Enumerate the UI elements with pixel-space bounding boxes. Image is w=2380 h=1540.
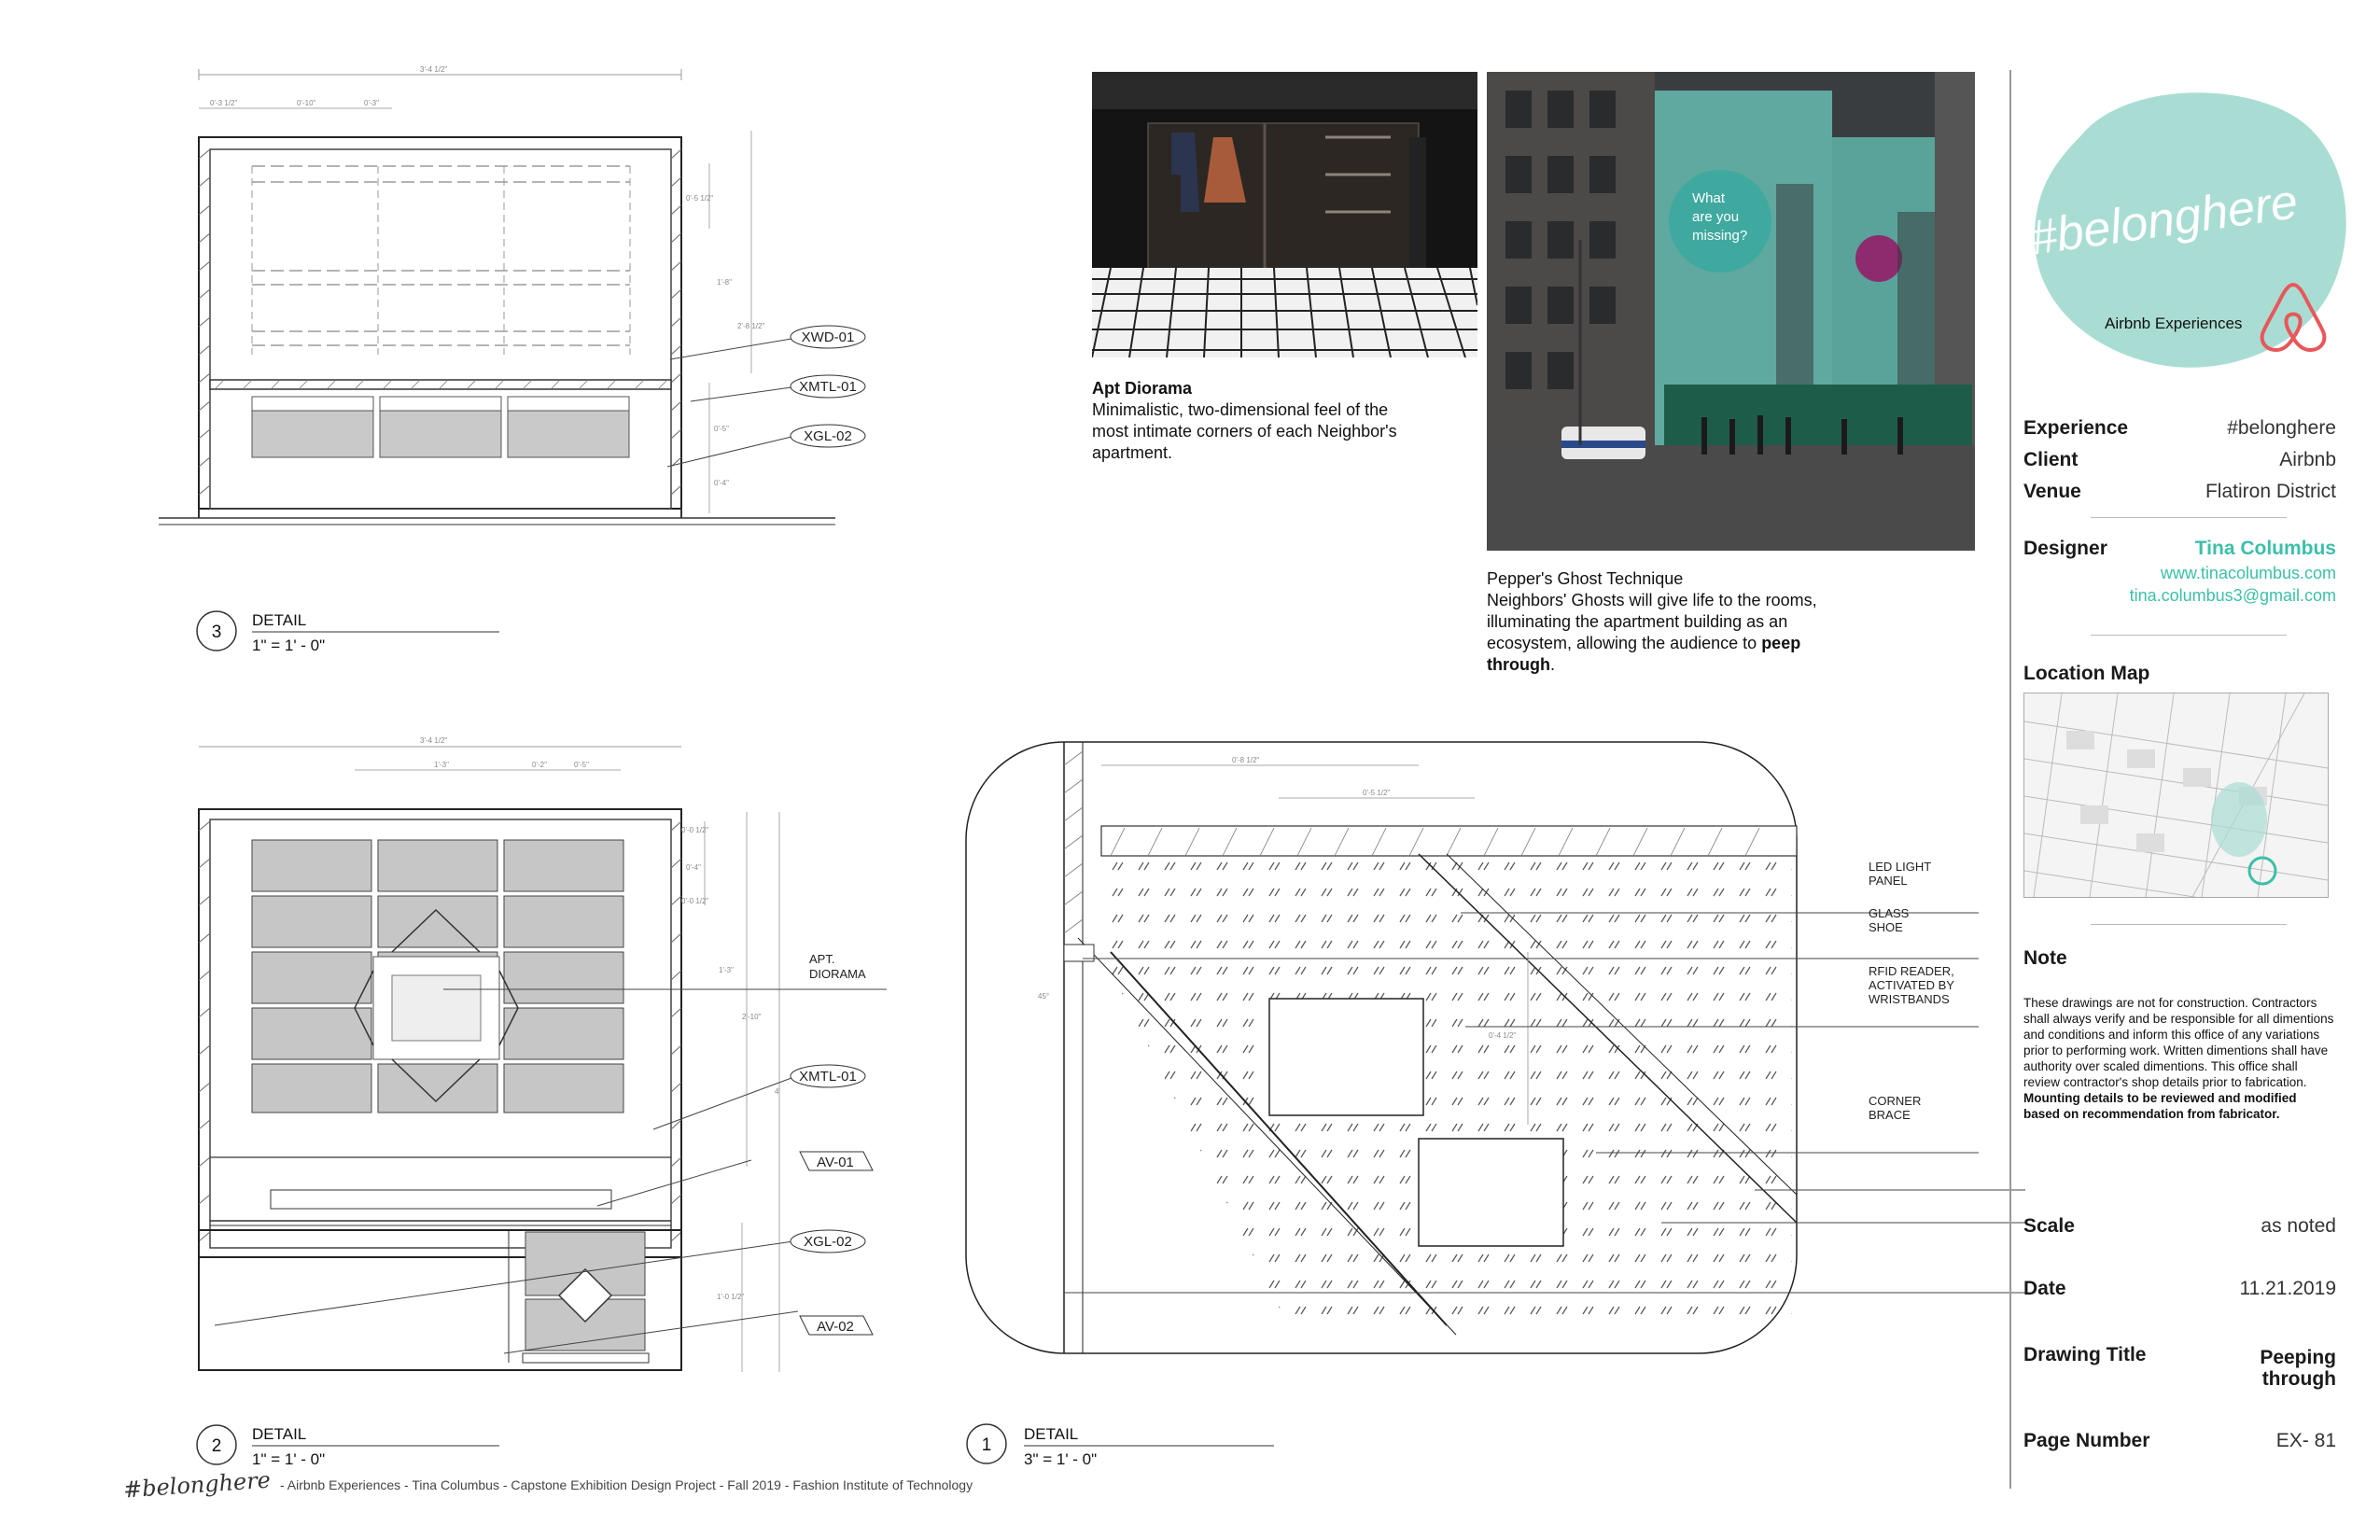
dim-v4: 0'-5" <box>714 425 729 433</box>
detail-number: 1 <box>981 1435 992 1455</box>
apt-diorama-caption <box>1092 378 1400 464</box>
divider <box>2091 635 2287 636</box>
detail-scale: 1" = 1' - 0" <box>252 1450 326 1468</box>
peppers-ghost-end: . <box>1549 655 1555 674</box>
page-number-label: Page Number <box>2023 1430 2150 1451</box>
info-rows <box>2023 417 2336 512</box>
svg-text:SHOE: SHOE <box>1869 920 1903 934</box>
dim-d3: 0'-3" <box>364 99 379 107</box>
apt-diorama-render <box>1092 72 1477 357</box>
date-label: Date <box>2023 1278 2066 1299</box>
designer-label: Designer <box>2023 538 2107 559</box>
peppers-ghost-heading: Pepper's Ghost Technique <box>1487 569 1684 588</box>
detail-2-drawing <box>0 719 971 1484</box>
peppers-ghost-photo <box>1487 72 1975 551</box>
peppers-ghost-text: Neighbors' Ghosts will give life to the rooms, illuminating the apartment building as an ecosystem, allowing the audience to <box>1487 591 1817 652</box>
experience-row <box>2023 417 2336 449</box>
dim-angle: 45° <box>1038 992 1050 1001</box>
location-map-label: Location Map <box>2023 663 2150 684</box>
apt-diorama-heading: Apt Diorama <box>1092 379 1193 398</box>
dim-v5: 0'-4" <box>714 479 729 487</box>
drawing-title-line2: through <box>2261 1368 2336 1390</box>
drawing-title-line1: Peeping <box>2260 1347 2336 1368</box>
tag-av01: AV-01 <box>817 1155 854 1170</box>
designer-name: Tina Columbus <box>2194 538 2336 559</box>
svg-text:LED LIGHT: LED LIGHT <box>1869 860 1932 874</box>
peppers-ghost-bold: peep through <box>1487 634 1801 674</box>
footer <box>122 1466 973 1504</box>
note-glass-shoe <box>1869 906 1910 934</box>
tag-xmtl01: XMTL-01 <box>799 1069 857 1085</box>
svg-text:PANEL: PANEL <box>1869 874 1908 888</box>
client-row <box>2023 449 2336 481</box>
billboard-text-3: missing? <box>1692 228 1748 244</box>
note-corner-brace <box>1869 1094 1921 1122</box>
note-led-light-panel <box>1869 860 1931 888</box>
callout-diorama: DIORAMA <box>809 967 866 981</box>
divider <box>2091 924 2287 925</box>
dim-d1: 0'-8 1/2" <box>1232 756 1260 764</box>
scale-value: as noted <box>2261 1215 2336 1237</box>
client-label: Client <box>2023 449 2079 470</box>
dim-d3: 0'-5" <box>574 761 589 769</box>
date-value: 11.21.2019 <box>2239 1278 2336 1299</box>
dim-v3: 0'-0 1/2" <box>681 897 709 905</box>
dim-v6: 4' <box>775 1087 780 1096</box>
dim-v5: 2'-10" <box>742 1013 762 1021</box>
tag-xwd01: XWD-01 <box>801 329 855 345</box>
logo-wordmark: #belonghere <box>2025 175 2302 266</box>
svg-text:CORNER: CORNER <box>1869 1094 1922 1108</box>
dim-overall: 3'-4 1/2" <box>420 65 448 74</box>
svg-text:RFID READER,: RFID READER, <box>1869 964 1954 978</box>
drawing-title-row <box>2023 1344 2336 1390</box>
page-number-value: EX- 81 <box>2275 1430 2336 1451</box>
dim-d2: 0'-2" <box>532 761 547 769</box>
divider <box>2091 517 2287 518</box>
detail-number: 3 <box>211 623 222 642</box>
dim-v1: 0'-5 1/2" <box>686 194 714 203</box>
detail-1-drawing <box>952 728 2025 1484</box>
dim-v4: 1'-3" <box>719 966 734 974</box>
client-value: Airbnb <box>2279 449 2336 470</box>
dim-v7: 1'-0 1/2" <box>717 1293 745 1301</box>
designer-website[interactable]: www.tinacolumbus.com <box>2160 564 2336 582</box>
callout-apt: APT. <box>809 952 835 966</box>
note-label: Note <box>2023 947 2067 969</box>
tag-xgl02: XGL-02 <box>804 1234 852 1250</box>
designer-email[interactable]: tina.columbus3@gmail.com <box>2129 586 2336 605</box>
billboard-text-2: are you <box>1692 209 1740 225</box>
tag-av02: AV-02 <box>817 1319 854 1335</box>
apt-diorama-text: Minimalistic, two-dimensional feel of the most intimate corners of each Neighbor's apartment. <box>1092 400 1397 462</box>
footer-signature: #belonghere <box>122 1466 272 1504</box>
detail-title: DETAIL <box>1024 1425 1079 1443</box>
footer-text: - Airbnb Experiences - Tina Columbus - Capstone Exhibition Design Project - Fall 2019 - Fashion Institute of Technology <box>279 1477 973 1492</box>
note-text: These drawings are not for construction. Contractors shall always verify and be responsible for all dimentions and conditions and inform this office of any variations prior to performing work. Written dimentions shall have authority over scaled dimentions. This office shall review contractor's shop details prior to fabrication. <box>2023 996 2334 1089</box>
tag-xgl02: XGL-02 <box>804 428 852 444</box>
detail-scale: 1" = 1' - 0" <box>252 637 326 654</box>
note-rfid-reader <box>1869 964 1954 1006</box>
logo <box>2016 70 2361 387</box>
svg-text:BRACE: BRACE <box>1869 1108 1911 1122</box>
scale-label: Scale <box>2023 1215 2075 1237</box>
designer-block <box>2023 538 2336 606</box>
billboard-text-1: What <box>1692 190 1726 206</box>
dim-v1: 0'-0 1/2" <box>681 826 709 834</box>
date-row <box>2023 1278 2336 1300</box>
dim-d2: 0'-10" <box>297 99 316 107</box>
venue-row <box>2023 481 2336 512</box>
note-bold-text: Mounting details to be reviewed and modified based on recommendation from fabricator. <box>2023 1091 2297 1121</box>
location-map <box>2023 693 2329 898</box>
detail-scale: 3" = 1' - 0" <box>1024 1450 1098 1468</box>
logo-subtitle: Airbnb Experiences <box>2105 315 2243 332</box>
svg-text:ACTIVATED BY: ACTIVATED BY <box>1869 978 1954 992</box>
dim-v3: 2'-8 1/2" <box>737 322 765 330</box>
detail-number: 2 <box>211 1436 222 1456</box>
svg-text:GLASS: GLASS <box>1869 906 1910 920</box>
scale-row <box>2023 1215 2336 1238</box>
page-number-row <box>2023 1430 2336 1452</box>
note-body <box>2023 995 2336 1122</box>
peppers-ghost-caption <box>1487 568 1841 676</box>
dim-d1: 0'-3 1/2" <box>210 99 238 107</box>
dim-v1: 0'-4 1/2" <box>1489 1031 1517 1040</box>
drawing-title-label: Drawing Title <box>2023 1344 2147 1365</box>
detail-title: DETAIL <box>252 1425 307 1443</box>
experience-label: Experience <box>2023 417 2129 439</box>
dim-v2: 0'-4" <box>686 863 701 872</box>
detail-title: DETAIL <box>252 611 307 629</box>
dim-d1: 1'-3" <box>434 761 449 769</box>
venue-label: Venue <box>2023 481 2081 502</box>
title-block-divider <box>2009 70 2011 1489</box>
experience-value: #belonghere <box>2227 417 2336 439</box>
dim-v2: 1'-8" <box>717 278 732 287</box>
svg-text:WRISTBANDS: WRISTBANDS <box>1869 992 1950 1006</box>
dim-overall: 3'-4 1/2" <box>420 736 448 745</box>
detail-3-drawing <box>0 0 971 709</box>
tag-xmtl01: XMTL-01 <box>799 379 857 395</box>
venue-value: Flatiron District <box>2205 481 2336 502</box>
dim-d2: 0'-5 1/2" <box>1363 789 1391 797</box>
